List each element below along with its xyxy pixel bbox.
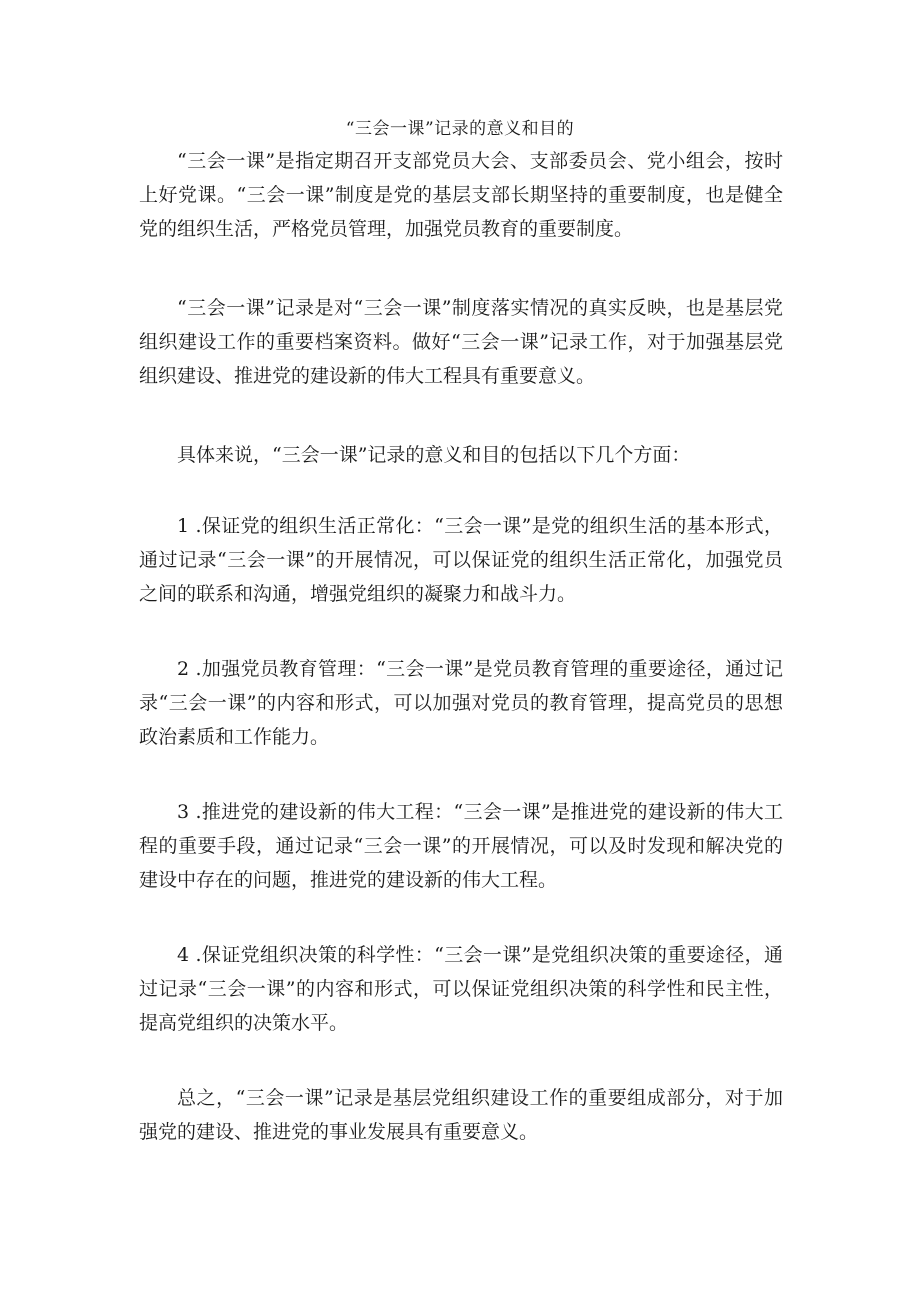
- paragraph-record: “三会一课”记录是对“三会一课”制度落实情况的真实反映，也是基层党组织建设工作的重要档案资料。做好“三会一课”记录工作，对于加强基层党组织建设、推进党的建设新的伟大工程具有重要意义。: [139, 297, 783, 387]
- paragraph-summary: 总之，“三会一课”记录是基层党组织建设工作的重要组成部分，对于加强党的建设、推进党的事业发展具有重要意义。: [139, 1087, 783, 1143]
- list-item-1: 1 .保证党的组织生活正常化：“三会一课”是党的组织生活的基本形式，通过记录“三会一课”的开展情况，可以保证党的组织生活正常化，加强党员之间的联系和沟通，增强党组织的凝聚力和战斗力。: [139, 515, 783, 605]
- list-item-2: 2 .加强党员教育管理：“三会一课”是党员教育管理的重要途径，通过记录“三会一课”的内容和形式，可以加强对党员的教育管理，提高党员的思想政治素质和工作能力。: [139, 658, 783, 748]
- document-title: “三会一课”记录的意义和目的: [345, 119, 575, 139]
- list-item-4: 4 .保证党组织决策的科学性：“三会一课”是党组织决策的重要途径，通过记录“三会一课”的内容和形式，可以保证党组织决策的科学性和民主性，提高党组织的决策水平。: [139, 944, 783, 1034]
- paragraph-specific: 具体来说，“三会一课”记录的意义和目的包括以下几个方面：: [177, 444, 691, 466]
- paragraph-intro: “三会一课”是指定期召开支部党员大会、支部委员会、党小组会，按时上好党课。“三会一课”制度是党的基层支部长期坚持的重要制度，也是健全党的组织生活，严格党员管理，加强党员教育的重要制度。: [139, 150, 783, 240]
- list-item-3: 3 .推进党的建设新的伟大工程：“三会一课”是推进党的建设新的伟大工程的重要手段，通过记录“三会一课”的开展情况，可以及时发现和解决党的建设中存在的问题，推进党的建设新的伟大工程。: [139, 801, 783, 891]
